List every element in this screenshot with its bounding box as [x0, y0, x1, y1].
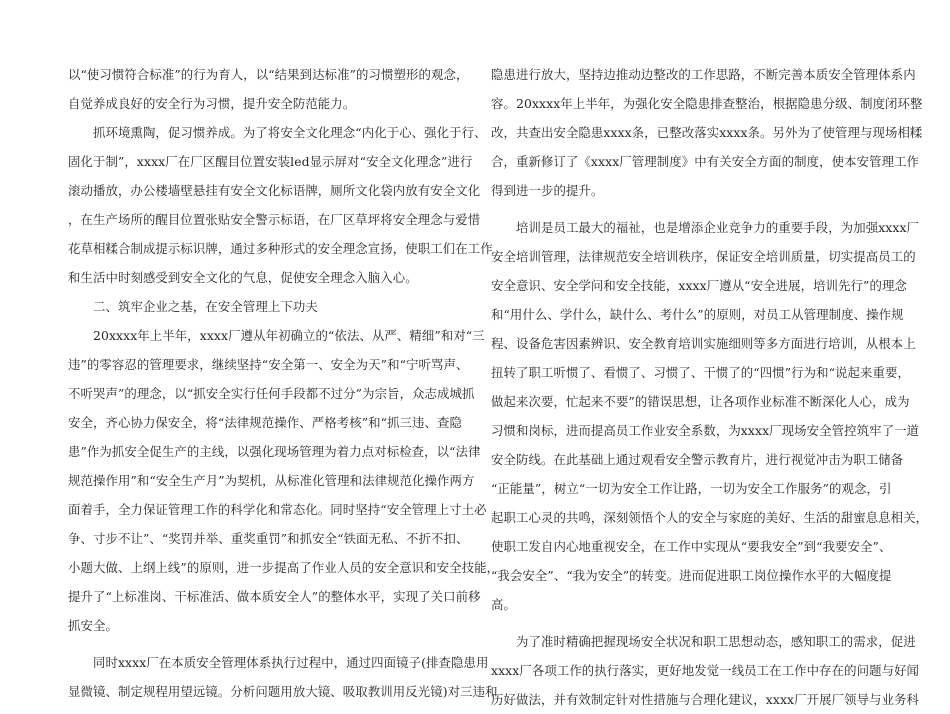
text-line: 固化于制”，xxxx厂在厂区醒目位置安装led显示屏对“安全文化理念”进行 [68, 154, 473, 169]
text-line: 安全，齐心协力保安全，将“法律规范操作、严格考核”和“抓三违、查隐 [68, 415, 463, 430]
text-line: 提升了“上标准岗、干标准活、做本质安全人”的整体水平，实现了关口前移 [68, 589, 481, 604]
text-line: 规范操作用”和“安全生产月”为契机，从标准化管理和法律规范化操作两方 [68, 473, 475, 488]
text-line: “我会安全”、“我为安全”的转变。进而促进职工岗位操作水平的大幅度提 [491, 568, 892, 583]
text-line: 扭转了职工听惯了、看惯了、习惯了、干惯了的“四惯”行为和“说起来重要， [491, 365, 911, 380]
text-line: 习惯和岗标，进而提高员工作业安全系数，为xxxx厂现场安全管控筑牢了一道 [491, 423, 920, 438]
text-line: 自觉养成良好的安全行为习惯，提升安全防范能力。 [68, 96, 356, 111]
text-line: 容。20xxxx年上半年，为强化安全隐患排查整治，根据隐患分级、制度闭环整 [491, 96, 923, 111]
text-line: 面着手，全力保证管理工作的科学化和常态化。同时坚持“安全管理上寸土必 [68, 502, 487, 517]
text-line: ，在生产场所的醒目位置张贴安全警示标语，在厂区草坪将安全理念与爱惜 [68, 212, 481, 227]
paragraph-gap [491, 205, 883, 213]
text-line: 小题大做、上纲上线”的原则，进一步提高了作业人员的安全意识和安全技能， [68, 560, 500, 575]
text-line: 以“使习惯符合标准”的行为育人，以“结果到达标准”的习惯塑形的观念， [68, 67, 469, 82]
text-line: 历好做法，并有效制定针对性措施与合理化建议，xxxx厂开展厂领导与业务科 [491, 692, 920, 707]
text-line: 高。 [491, 597, 516, 612]
paragraph-gap [68, 640, 460, 648]
paragraph-gap [491, 619, 883, 627]
text-line: 违”的零容忍的管理要求，继续坚持“安全第一、安全为天”和“宁听骂声、 [68, 357, 469, 372]
right-column [491, 60, 929, 714]
text-line: 起职工心灵的共鸣，深刻领悟个人的安全与家庭的美好、生活的甜蜜息息相关， [491, 510, 929, 525]
text-line: 显微镜、制定规程用望远镜。分析问题用放大镜、吸取教训用反光镜)对三违和 [68, 684, 498, 699]
text-line: 为了准时精确把握现场安全状况和职工思想动态，感知职工的需求，促进 [491, 634, 916, 649]
text-line: 安全意识、安全学问和安全技能，xxxx厂遵从“安全进展，培训先行”的理念 [491, 278, 907, 293]
text-line: 争、寸步不让”、“奖罚并举、重奖重罚”和抓安全“铁面无私、不折不扣、 [68, 531, 469, 546]
text-line: 合，重新修订了《xxxx厂管理制度》中有关安全方面的制度，使本安管理工作 [491, 154, 920, 169]
text-line: 得到进一步的提升。 [491, 183, 604, 198]
text-line: 滚动播放，办公楼墙壁悬挂有安全文化标语牌，厕所文化袋内放有安全文化 [68, 183, 481, 198]
text-line: 使职工发自内心地重视安全，在工作中实现从“要我安全”到“我要安全”、 [491, 539, 892, 554]
text-line: 同时xxxx厂在本质安全管理体系执行过程中，通过四面镜子(排查隐患用 [68, 655, 489, 670]
text-line: 做起来次要，忙起来不要”的错误思想，让各项作业标准不断深化人心，成为 [491, 394, 910, 409]
text-line: 程、设备危害因素辨识、安全教育培训实施细则等多方面进行培训，从根本上 [491, 336, 916, 351]
text-line: xxxx厂各项工作的执行落实，更好地发觉一线员工在工作中存在的问题与好闻 [491, 663, 920, 678]
text-line: 隐患进行放大，坚持边推动边整改的工作思路，不断完善本质安全管理体系内 [491, 67, 916, 82]
text-line: 不听哭声”的理念，以“抓安全实行任何手段都不过分”为宗旨，众志成城抓 [68, 386, 475, 401]
left-column [68, 60, 500, 706]
text-line: 改，共查出安全隐患xxxx条，已整改落实xxxx条。另外为了使管理与现场相糅 [491, 125, 923, 140]
text-line: 患”作为抓安全促生产的主线，以强化现场管理为着力点对标检查，以“法律 [68, 444, 481, 459]
text-line: 安全防线。在此基础上通过观看安全警示教育片，进行视觉冲击为职工储备 [491, 452, 904, 467]
text-line: 安全培训管理，法律规范安全培训秩序，保证安全培训质量，切实提高员工的 [491, 249, 916, 264]
text-line: 培训是员工最大的福祉，也是增添企业竞争力的重要手段，为加强xxxx厂 [491, 220, 920, 235]
text-line: 二、筑牢企业之基，在安全管理上下功夫 [68, 299, 318, 314]
text-line: 和“用什么、学什么，缺什么、考什么”的原则，对员工从管理制度、操作规 [491, 307, 904, 322]
text-line: 抓安全。 [68, 618, 118, 633]
text-line: 花草相糅合制成提示标识牌，通过多种形式的安全理念宣扬，使职工们在工作 [68, 241, 493, 256]
text-line: 20xxxx年上半年，xxxx厂遵从年初确立的“依法、从严、精细”和对“三 [68, 328, 485, 343]
text-line: 抓环境熏陶，促习惯养成。为了将安全文化理念“内化于心、强化于行、 [68, 125, 487, 140]
text-line: “正能量”，树立“一切为安全工作让路，一切为安全工作服务”的观念，引 [491, 481, 892, 496]
text-line: 和生活中时刻感受到安全文化的气息，促使安全理念入脑入心。 [68, 270, 418, 285]
